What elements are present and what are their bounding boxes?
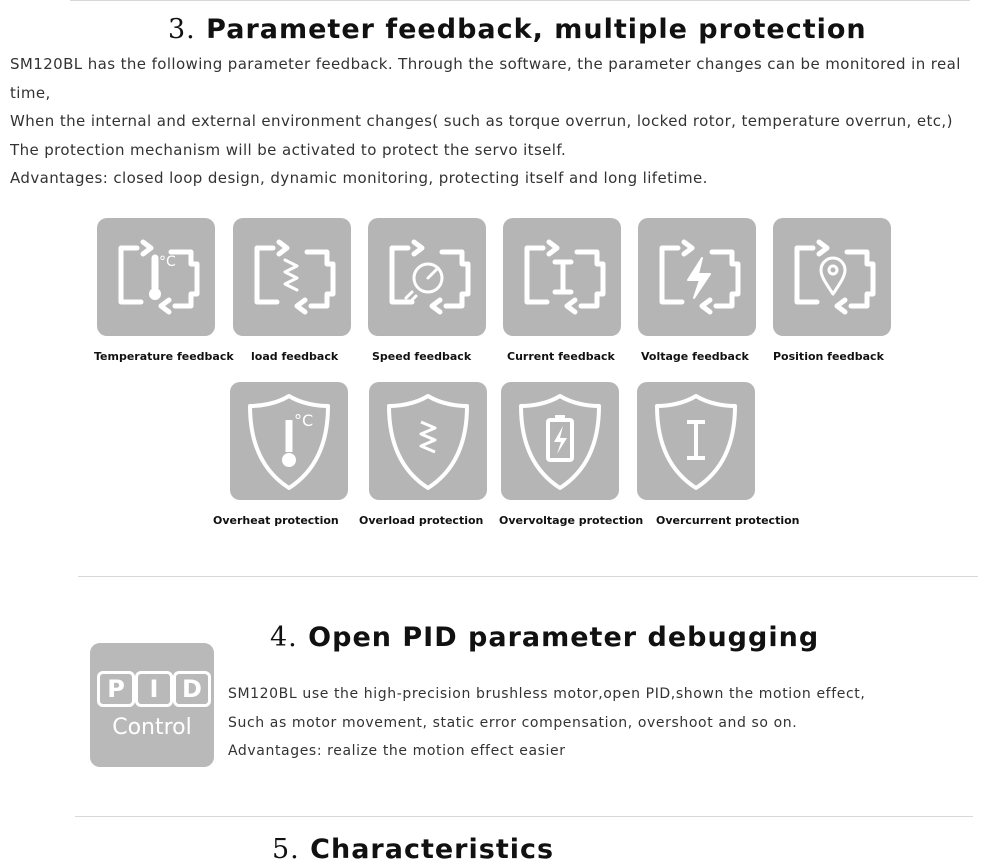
section-4-heading (270, 622, 819, 653)
load-feedback-label: load feedback (251, 350, 339, 363)
position-feedback-label: Position feedback (773, 350, 884, 363)
spring-load-icon (233, 218, 351, 336)
section-5-title: Characteristics (310, 834, 555, 865)
current-shield-icon (637, 382, 755, 500)
svg-text:°C: °C (294, 411, 314, 430)
current-icon (503, 218, 621, 336)
current-feedback-label: Current feedback (507, 350, 615, 363)
speed-feedback-label: Speed feedback (372, 350, 472, 363)
section-4-body (228, 680, 865, 766)
overcurrent-protection-tile (637, 382, 755, 500)
spring-shield-icon (369, 382, 487, 500)
section-divider (78, 576, 978, 577)
section-5-number: 5. (272, 834, 300, 865)
location-pin-icon (773, 218, 891, 336)
position-feedback-tile (773, 218, 891, 336)
thermometer-icon (97, 218, 215, 336)
section-3-paragraph: SM120BL has the following parameter feedback. Through the software, the parameter changes can be monitored in real time, (10, 55, 961, 102)
pid-control-caption: Control (112, 715, 192, 740)
voltage-feedback-tile (638, 218, 756, 336)
overheat-protection-label: Overheat protection (213, 514, 339, 527)
pid-letter: I (135, 671, 173, 707)
section-3-paragraph: The protection mechanism will be activated to protect the servo itself. (10, 140, 567, 159)
speed-icon (368, 218, 486, 336)
temperature-feedback-label: Temperature feedback (94, 350, 234, 363)
section-4-paragraph: Advantages: realize the motion effect easier (228, 743, 566, 759)
section-4-paragraph: SM120BL use the high-precision brushless motor,open PID,shown the motion effect, (228, 686, 866, 702)
top-divider (70, 0, 970, 1)
overcurrent-protection-label: Overcurrent protection (656, 514, 800, 527)
section-3-title: Parameter feedback, multiple protection (206, 14, 867, 45)
overload-protection-label: Overload protection (359, 514, 484, 527)
pid-letter: P (97, 671, 135, 707)
svg-text:°C: °C (159, 254, 176, 270)
section-4-paragraph: Such as motor movement, static error compensation, overshoot and so on. (228, 714, 798, 731)
section-divider (75, 816, 973, 817)
overvoltage-protection-tile (501, 382, 619, 500)
voltage-feedback-label: Voltage feedback (641, 350, 749, 363)
pid-control-card (90, 643, 214, 767)
section-3-body (10, 50, 984, 193)
section-4-number: 4. (270, 622, 298, 653)
lightning-icon (638, 218, 756, 336)
current-feedback-tile (503, 218, 621, 336)
section-4-title: Open PID parameter debugging (308, 622, 820, 653)
section-3-heading (168, 14, 867, 45)
speed-feedback-tile (368, 218, 486, 336)
overheat-protection-tile (230, 382, 348, 500)
battery-shield-icon (501, 382, 619, 500)
section-3-paragraph: When the internal and external environment changes( such as torque overrun, locked rotor, temperature overrun, etc,) (10, 112, 953, 130)
section-5-heading (272, 834, 554, 865)
temperature-feedback-tile (97, 218, 215, 336)
thermometer-shield-icon (230, 382, 348, 500)
load-feedback-tile (233, 218, 351, 336)
overvoltage-protection-label: Overvoltage protection (499, 514, 644, 527)
section-3-number: 3. (168, 14, 196, 45)
pid-letter: D (173, 671, 211, 707)
section-3-paragraph: Advantages: closed loop design, dynamic monitoring, protecting itself and long lifetime. (10, 169, 708, 187)
overload-protection-tile (369, 382, 487, 500)
